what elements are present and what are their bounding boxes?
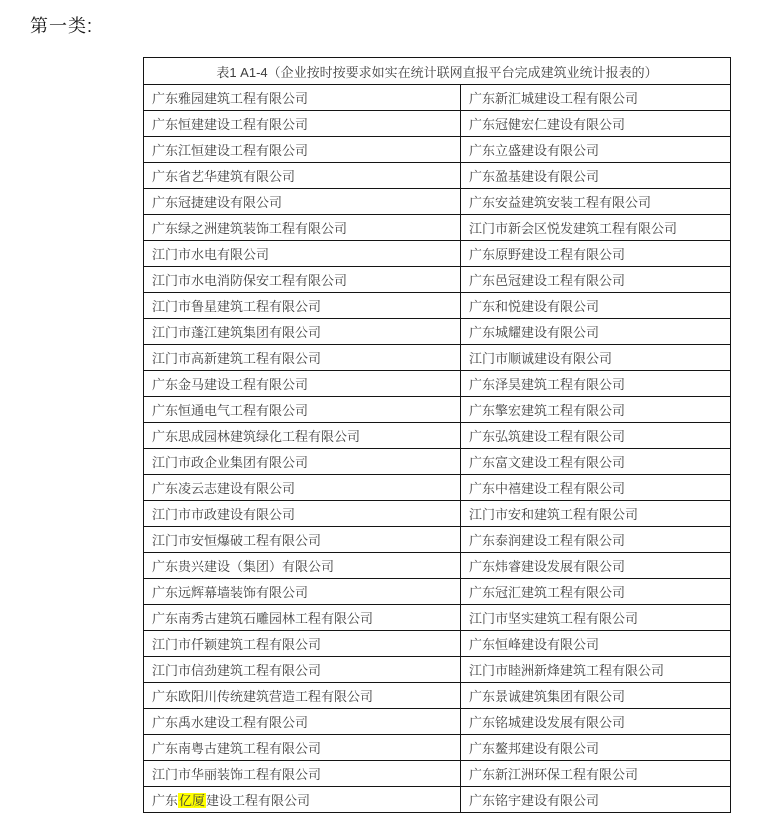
company-name-cell: 广东凌云志建设有限公司 bbox=[144, 475, 461, 501]
table-row bbox=[144, 553, 731, 579]
company-name-cell: 广东擎宏建筑工程有限公司 bbox=[460, 397, 730, 423]
company-name-cell: 广东恒建建设工程有限公司 bbox=[144, 111, 461, 137]
table-row bbox=[144, 657, 731, 683]
company-name-cell: 江门市鲁星建筑工程有限公司 bbox=[144, 293, 461, 319]
table-row bbox=[144, 449, 731, 475]
text-segment: 建设工程有限公司 bbox=[206, 793, 311, 808]
company-name-cell: 广东泽昊建筑工程有限公司 bbox=[460, 371, 730, 397]
table-title-row bbox=[144, 58, 731, 85]
company-name-cell: 广东雅园建筑工程有限公司 bbox=[144, 85, 461, 111]
company-name-cell: 广东金马建设工程有限公司 bbox=[144, 371, 461, 397]
company-name-cell: 广东弘筑建设工程有限公司 bbox=[460, 423, 730, 449]
company-name-cell: 江门市水电消防保安工程有限公司 bbox=[144, 267, 461, 293]
company-name-cell: 广东泰润建设工程有限公司 bbox=[460, 527, 730, 553]
company-name-cell: 广东原野建设工程有限公司 bbox=[460, 241, 730, 267]
company-name-cell: 广东新汇城建设工程有限公司 bbox=[460, 85, 730, 111]
company-name-cell: 广东炜睿建设发展有限公司 bbox=[460, 553, 730, 579]
company-name-cell: 江门市新会区悦发建筑工程有限公司 bbox=[460, 215, 730, 241]
company-name-cell: 江门市高新建筑工程有限公司 bbox=[144, 345, 461, 371]
table-row bbox=[144, 163, 731, 189]
company-name-cell: 广东城耀建设有限公司 bbox=[460, 319, 730, 345]
company-name-cell: 广东铭城建设发展有限公司 bbox=[460, 709, 730, 735]
table-row bbox=[144, 631, 731, 657]
table-row bbox=[144, 605, 731, 631]
section-heading: 第一类: bbox=[30, 16, 94, 36]
text-segment: 广东 bbox=[152, 793, 179, 808]
company-name-cell: 广东冠汇建筑工程有限公司 bbox=[460, 579, 730, 605]
company-name-cell: 江门市安和建筑工程有限公司 bbox=[460, 501, 730, 527]
highlighted-text: 亿厦 bbox=[179, 793, 206, 808]
table-row bbox=[144, 189, 731, 215]
company-name-cell: 广东绿之洲建筑装饰工程有限公司 bbox=[144, 215, 461, 241]
company-name-cell: 江门市华丽装饰工程有限公司 bbox=[144, 761, 461, 787]
company-name-cell: 广东安益建筑安装工程有限公司 bbox=[460, 189, 730, 215]
company-name-cell: 广东江恒建设工程有限公司 bbox=[144, 137, 461, 163]
company-name-cell: 广东鳌邦建设有限公司 bbox=[460, 735, 730, 761]
company-name-cell: 江门市市政建设有限公司 bbox=[144, 501, 461, 527]
company-name-cell: 广东邑冠建设工程有限公司 bbox=[460, 267, 730, 293]
company-name-cell: 广东中禧建设工程有限公司 bbox=[460, 475, 730, 501]
table-title: 表1 A1-4（企业按时按要求如实在统计联网直报平台完成建筑业统计报表的） bbox=[144, 58, 731, 85]
table-row bbox=[144, 111, 731, 137]
table-row bbox=[144, 397, 731, 423]
table-row bbox=[144, 787, 731, 813]
company-name-cell: 广东思成园林建筑绿化工程有限公司 bbox=[144, 423, 461, 449]
table-row bbox=[144, 267, 731, 293]
company-name-cell: 广东立盛建设有限公司 bbox=[460, 137, 730, 163]
table-row bbox=[144, 215, 731, 241]
table-row bbox=[144, 709, 731, 735]
table-row bbox=[144, 371, 731, 397]
table-row bbox=[144, 761, 731, 787]
company-name-cell: 江门市信劲建筑工程有限公司 bbox=[144, 657, 461, 683]
company-name-cell: 江门市蓬江建筑集团有限公司 bbox=[144, 319, 461, 345]
company-name-cell: 广东冠健宏仁建设有限公司 bbox=[460, 111, 730, 137]
table-row bbox=[144, 735, 731, 761]
company-name-cell: 广东新江洲环保工程有限公司 bbox=[460, 761, 730, 787]
table-row bbox=[144, 683, 731, 709]
table-row bbox=[144, 423, 731, 449]
company-name-cell: 广东冠捷建设有限公司 bbox=[144, 189, 461, 215]
company-name-cell: 广东南粤古建筑工程有限公司 bbox=[144, 735, 461, 761]
table-row bbox=[144, 319, 731, 345]
table-row bbox=[144, 241, 731, 267]
company-name-cell: 江门市坚实建筑工程有限公司 bbox=[460, 605, 730, 631]
table-row bbox=[144, 527, 731, 553]
company-name-cell: 江门市政企业集团有限公司 bbox=[144, 449, 461, 475]
company-name-cell: 广东禹水建设工程有限公司 bbox=[144, 709, 461, 735]
company-name-cell: 江门市顺诚建设有限公司 bbox=[460, 345, 730, 371]
company-name-cell: 广东贵兴建设（集团）有限公司 bbox=[144, 553, 461, 579]
company-name-cell: 广东铭宇建设有限公司 bbox=[460, 787, 730, 813]
table-row bbox=[144, 137, 731, 163]
table-row bbox=[144, 85, 731, 111]
company-name-cell: 广东欧阳川传统建筑营造工程有限公司 bbox=[144, 683, 461, 709]
company-table bbox=[143, 57, 731, 813]
company-table-body bbox=[144, 85, 731, 813]
company-name-cell: 广东盈基建设有限公司 bbox=[460, 163, 730, 189]
company-name-cell: 广东远辉幕墙装饰有限公司 bbox=[144, 579, 461, 605]
company-name-cell: 广东省艺华建筑有限公司 bbox=[144, 163, 461, 189]
table-row bbox=[144, 475, 731, 501]
company-table-header bbox=[144, 58, 731, 85]
company-name-cell: 江门市仟颖建筑工程有限公司 bbox=[144, 631, 461, 657]
company-name-cell: 广东恒通电气工程有限公司 bbox=[144, 397, 461, 423]
company-name-cell: 江门市安恒爆破工程有限公司 bbox=[144, 527, 461, 553]
table-row bbox=[144, 501, 731, 527]
company-name-cell bbox=[144, 787, 461, 813]
company-name-cell: 广东恒峰建设有限公司 bbox=[460, 631, 730, 657]
company-name-cell: 广东和悦建设有限公司 bbox=[460, 293, 730, 319]
company-name-cell: 江门市睦洲新烽建筑工程有限公司 bbox=[460, 657, 730, 683]
table-row bbox=[144, 293, 731, 319]
company-name-cell: 广东景诚建筑集团有限公司 bbox=[460, 683, 730, 709]
table-row bbox=[144, 345, 731, 371]
table-row bbox=[144, 579, 731, 605]
company-name-cell: 广东南秀古建筑石雕园林工程有限公司 bbox=[144, 605, 461, 631]
company-name-cell: 江门市水电有限公司 bbox=[144, 241, 461, 267]
company-name-cell: 广东富文建设工程有限公司 bbox=[460, 449, 730, 475]
